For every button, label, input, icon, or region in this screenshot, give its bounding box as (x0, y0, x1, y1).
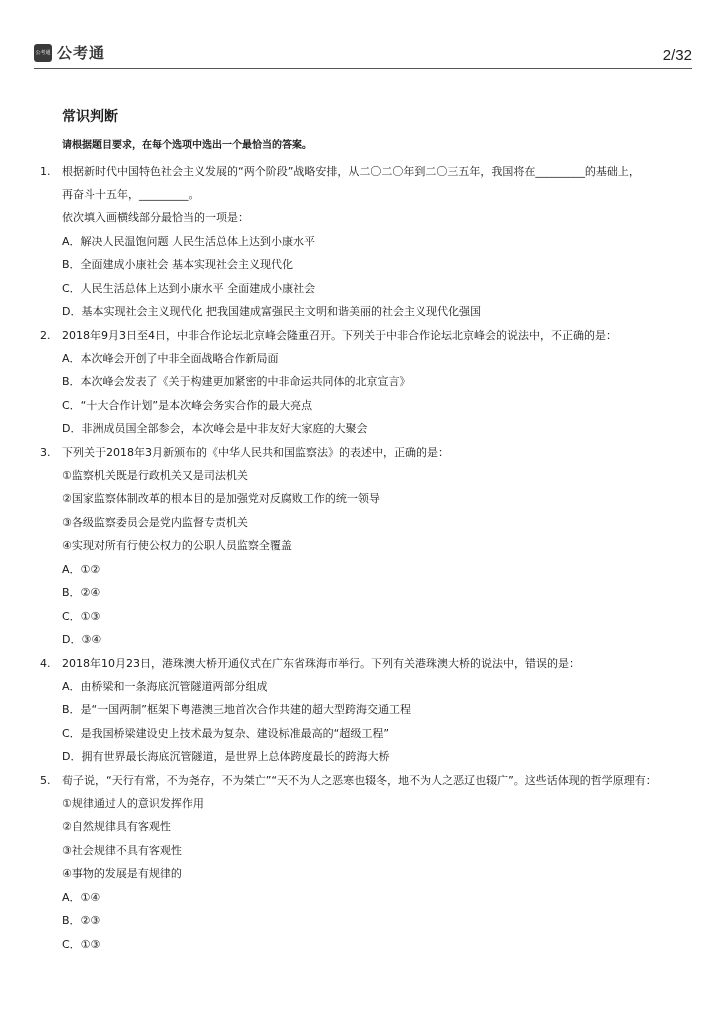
question-2 (40, 324, 690, 441)
section-title: 常识判断 (62, 109, 118, 125)
answer-option: B．②④ (62, 586, 101, 599)
answer-option: A．解决人民温饱问题 人民生活总体上达到小康水平 (62, 234, 316, 248)
question-stem (40, 652, 690, 675)
question-stem-text: 再奋斗十五年，_________。 (62, 188, 200, 201)
logo (34, 42, 105, 63)
question-statement: ②自然规律具有客观性 (62, 820, 171, 833)
question-stem-text: 2018年9月3日至4日，中非合作论坛北京峰会隆重召开。下列关于中非合作论坛北京峰会的说法中，不正确的是： (62, 328, 617, 342)
answer-option: D．拥有世界最长海底沉管隧道，是世界上总体跨度最长的跨海大桥 (62, 750, 390, 763)
question-statement: ③各级监察委员会是党内监督专责机关 (62, 515, 248, 529)
question-number: 3. (40, 445, 51, 459)
question-number: 4. (40, 656, 51, 670)
question-5 (40, 769, 690, 957)
question-statement: ①监察机关既是行政机关又是司法机关 (62, 468, 248, 482)
answer-option: C．“十大合作计划”是本次峰会务实合作的最大亮点 (62, 398, 313, 412)
answer-option: B．全面建成小康社会 基本实现社会主义现代化 (62, 258, 294, 271)
question-number: 5. (40, 773, 51, 787)
answer-option: C．是我国桥梁建设史上技术最为复杂、建设标准最高的“超级工程” (62, 726, 390, 740)
question-statement: 依次填入画横线部分最恰当的一项是： (62, 211, 249, 224)
section-instruction: 请根据题目要求，在每个选项中选出一个最恰当的答案。 (62, 140, 312, 151)
question-stem-text: 2018年10月23日，港珠澳大桥开通仪式在广东省珠海市举行。下列有关港珠澳大桥的说法中，错误的是： (62, 656, 580, 670)
answer-option: B．本次峰会发表了《关于构建更加紧密的中非命运共同体的北京宣言》 (62, 375, 411, 388)
answer-option: A．①④ (62, 890, 101, 904)
page-header (34, 38, 692, 69)
answer-option: D．③④ (62, 633, 102, 646)
question-3 (40, 441, 690, 652)
answer-option: A．①② (62, 562, 101, 576)
answer-option: D．基本实现社会主义现代化 把我国建成富强民主文明和谐美丽的社会主义现代化强国 (62, 305, 481, 318)
question-statement: ①规律通过人的意识发挥作用 (62, 796, 204, 810)
answer-option: B．②③ (62, 914, 101, 927)
question-stem-text: 根据新时代中国特色社会主义发展的“两个阶段”战略安排，从二〇二〇年到二〇三五年，我国将在_________的基础上， (62, 165, 640, 178)
question-stem (40, 324, 690, 347)
answer-option: A．本次峰会开创了中非全面战略合作新局面 (62, 351, 279, 365)
question-4 (40, 652, 690, 769)
document-body (40, 106, 690, 956)
question-statement: ④实现对所有行使公权力的公职人员监察全覆盖 (62, 539, 292, 552)
answer-option: C．①③ (62, 609, 101, 623)
question-statement: ②国家监察体制改革的根本目的是加强党对反腐败工作的统一领导 (62, 492, 380, 505)
answer-option: D．非洲成员国全部参会，本次峰会是中非友好大家庭的大聚会 (62, 422, 368, 435)
question-stem (40, 441, 690, 464)
page-number: 2/32 (662, 47, 692, 64)
logo-badge-icon: 公考通 (34, 44, 52, 62)
answer-option: B．是“一国两制”框架下粤港澳三地首次合作共建的超大型跨海交通工程 (62, 703, 411, 716)
question-stem (40, 160, 690, 183)
question-statement: ③社会规律不具有客观性 (62, 843, 182, 857)
question-number: 1. (40, 165, 51, 178)
answer-option: A．由桥梁和一条海底沉管隧道两部分组成 (62, 679, 268, 693)
question-list (40, 160, 690, 956)
question-stem-text: 荀子说，“天行有常，不为尧存，不为桀亡”“天不为人之恶寒也辍冬，地不为人之恶辽也辍广”。这些话体现的哲学原理有： (62, 773, 657, 787)
logo-text: 公考通 (57, 44, 106, 62)
question-1 (40, 160, 690, 324)
question-statement: ④事物的发展是有规律的 (62, 867, 182, 880)
question-stem (40, 769, 690, 792)
answer-option: C．人民生活总体上达到小康水平 全面建成小康社会 (62, 281, 316, 295)
question-stem (40, 183, 690, 206)
question-stem-text: 下列关于2018年3月新颁布的《中华人民共和国监察法》的表述中，正确的是： (62, 445, 449, 459)
question-number: 2. (40, 328, 51, 342)
answer-option: C．①③ (62, 937, 101, 951)
